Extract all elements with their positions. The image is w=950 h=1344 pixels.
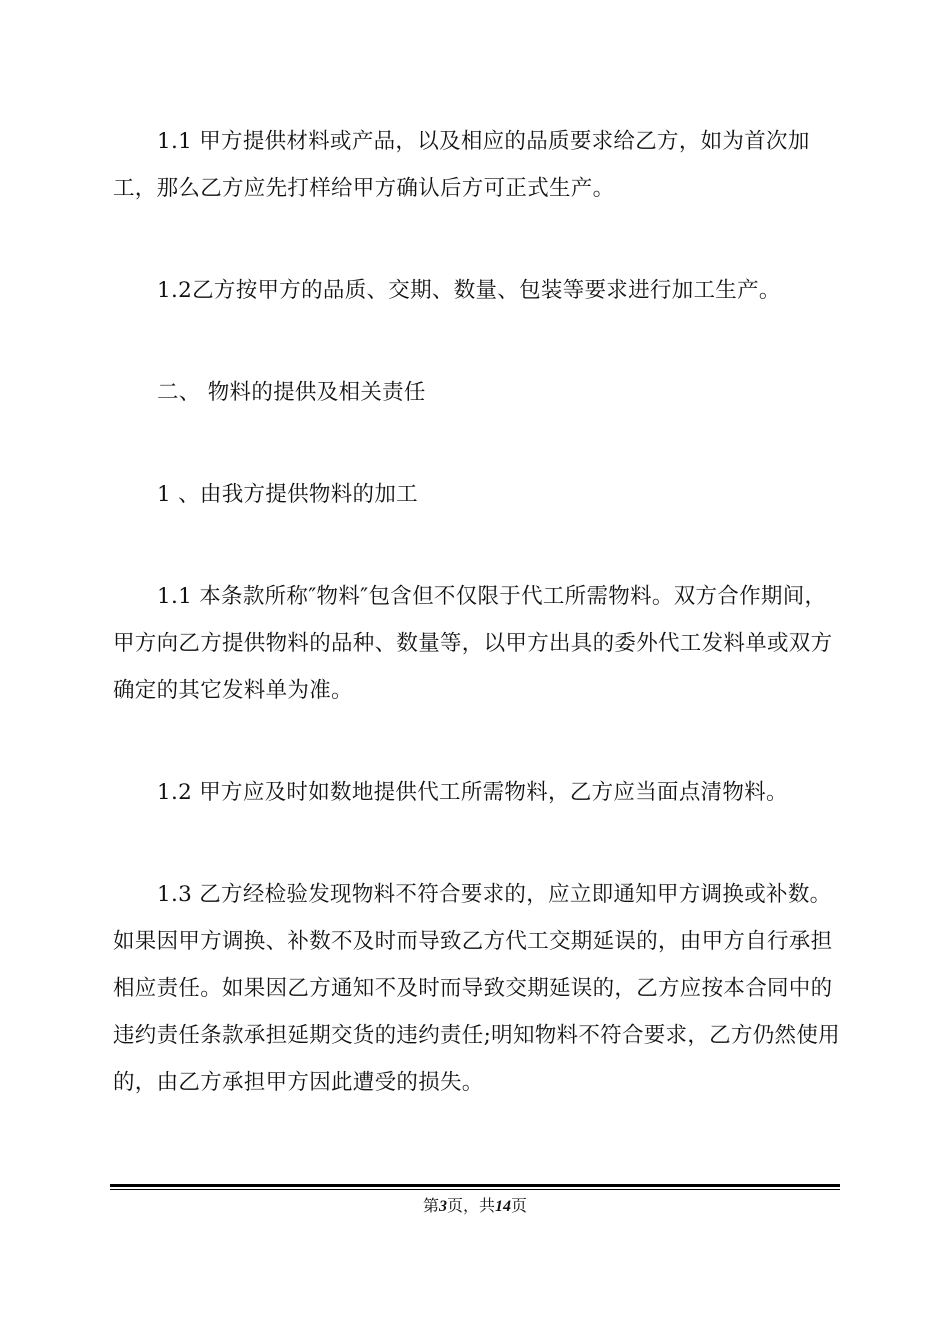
page-number-middle: 页，共 [446, 1196, 495, 1215]
total-page-count: 14 [495, 1198, 511, 1215]
page-footer [110, 1184, 840, 1218]
section-heading-materials: 二、 物料的提供及相关责任 [157, 380, 426, 405]
paragraph-1-1-material-supply: 1.1 甲方提供材料或产品，以及相应的品质要求给乙方，如为首次加工，那么乙方应先打样给甲方确认后方可正式生产。 [113, 129, 810, 201]
footer-divider-thick [110, 1184, 840, 1187]
page-number-prefix: 第 [422, 1196, 439, 1215]
paragraph-1-2-timely-supply: 1.2 甲方应及时如数地提供代工所需物料，乙方应当面点清物料。 [157, 780, 788, 805]
document-body [113, 118, 841, 1106]
paragraph-1-1-materials-definition: 1.1 本条款所称″物料″包含但不仅限于代工所需物料。双方合作期间，甲方向乙方提供物料的品种、数量等，以甲方出具的委外代工发料单或双方确定的其它发料单为准。 [113, 584, 833, 703]
subsection-heading-our-materials: 1 、由我方提供物料的加工 [157, 482, 418, 507]
page-number-suffix: 页 [511, 1196, 528, 1215]
current-page-number: 3 [438, 1198, 447, 1215]
paragraph-1-2-production-requirements: 1.2乙方按甲方的品质、交期、数量、包装等要求进行加工生产。 [157, 278, 781, 303]
page-number [110, 1195, 840, 1218]
footer-divider-thin [110, 1189, 840, 1190]
paragraph-1-3-inspection-liability: 1.3 乙方经检验发现物料不符合要求的，应立即通知甲方调换或补数。如果因甲方调换、补数不及时而导致乙方代工交期延误的，由甲方自行承担相应责任。如果因乙方通知不及时而导致交期延误的，乙方应按本合同中的违约责任条款承担延期交货的违约责任;明知物料不符合要求，乙方仍然使用的，由乙方承担甲方因此遭受的损失。 [113, 882, 840, 1095]
